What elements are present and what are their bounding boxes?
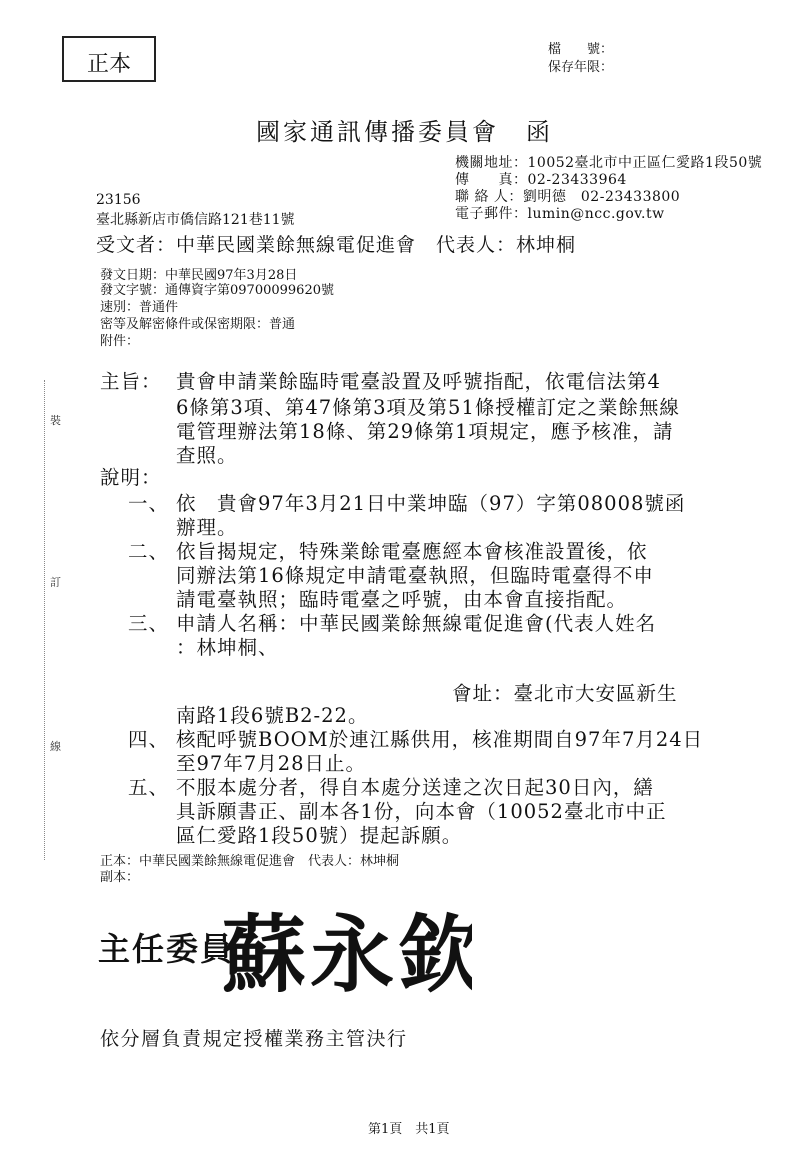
item-line: 具訴願書正、副本各1份，向本會（10052臺北市中正 xyxy=(176,800,667,823)
item-number: 二、 xyxy=(128,540,170,563)
item-line: 同辦法第16條規定申請電臺執照，但臨時電臺得不申 xyxy=(176,564,654,587)
item-line: 南路1段6號B2-22。 xyxy=(176,704,369,727)
signature-glyphs: 蘇永欽 xyxy=(222,905,472,1004)
item-line: ：林坤桐、 xyxy=(176,636,279,659)
item-number: 四、 xyxy=(128,728,170,751)
agency-address: 機關地址：10052臺北市中正區仁愛路1段50號 xyxy=(455,155,763,171)
item-line: 依旨揭規定，特殊業餘電臺應經本會核准設置後，依 xyxy=(176,540,648,563)
item-line: 申請人名稱：中華民國業餘無線電促進會(代表人姓名 xyxy=(176,612,657,635)
stamp-label: 正本 xyxy=(86,52,131,77)
document-number: 發文字號：通傳資字第09700099620號 xyxy=(100,283,334,298)
binding-mark: 訂 xyxy=(50,576,61,589)
recipient-line: 受文者：中華民國業餘無線電促進會 代表人：林坤桐 xyxy=(96,234,577,256)
cc-recipient: 副本： xyxy=(100,870,140,885)
item-line: 依 貴會97年3月21日中業坤臨（97）字第08008號函 xyxy=(176,492,686,515)
recipient-address: 臺北縣新店市僑信路121巷11號 xyxy=(96,212,295,228)
original-recipient: 正本：中華民國業餘無線電促進會 代表人：林坤桐 xyxy=(100,854,400,869)
subject-line: 貴會申請業餘臨時電臺設置及呼號指配，依電信法第4 xyxy=(176,370,661,393)
recipient-postcode: 23156 xyxy=(96,192,141,208)
item-number: 一、 xyxy=(128,492,170,515)
page-number: 第1頁 共1頁 xyxy=(368,1122,450,1137)
explanation-label: 說明： xyxy=(100,466,162,489)
item-number: 三、 xyxy=(128,612,170,635)
item-line: 區仁愛路1段50號）提起訴願。 xyxy=(176,824,463,847)
item-line: 不服本處分者，得自本處分送達之次日起30日內，繕 xyxy=(176,776,654,799)
agency-email: 電子郵件：lumin@ncc.gov.tw xyxy=(455,206,665,222)
binding-line xyxy=(44,380,46,860)
delegation-note: 依分層負責規定授權業務主管決行 xyxy=(100,1028,408,1050)
item-line: 核配呼號BOOM於連江縣供用，核准期間自97年7月24日 xyxy=(176,728,704,751)
document-title: 國家通訊傳播委員會 函 xyxy=(256,118,553,146)
original-copy-stamp xyxy=(62,36,156,82)
agency-contact: 聯 絡 人：劉明德 02-23433800 xyxy=(455,189,681,205)
agency-fax: 傳 真：02-23433964 xyxy=(455,172,627,188)
attachments: 附件： xyxy=(100,334,140,349)
subject-line: 查照。 xyxy=(176,444,238,467)
item-number: 五、 xyxy=(128,776,170,799)
subject-label: 主旨： xyxy=(100,370,162,393)
subject-line: 電管理辦法第18條、第29條第1項規定，應予核准，請 xyxy=(176,420,674,443)
item-line: 至97年7月28日止。 xyxy=(176,752,367,775)
item-line: 辦理。 xyxy=(176,516,238,539)
subject-line: 6條第3項、第47條第3項及第51條授權訂定之業餘無線 xyxy=(176,396,680,419)
item-line: 會址：臺北市大安區新生 xyxy=(452,682,678,705)
item-line: 請電臺執照；臨時電臺之呼號，由本會直接指配。 xyxy=(176,588,628,611)
binding-mark: 裝 xyxy=(50,414,61,427)
issue-date: 發文日期：中華民國97年3月28日 xyxy=(100,268,298,283)
secrecy-level: 密等及解密條件或保密期限：普通 xyxy=(100,317,296,332)
retention-period-label: 保存年限： xyxy=(548,60,614,75)
binding-mark: 線 xyxy=(50,740,61,753)
signatory-title: 主任委員 xyxy=(98,930,235,968)
delivery-speed: 速別：普通件 xyxy=(100,300,179,315)
file-number-label: 檔 號： xyxy=(548,42,614,57)
handwritten-signature xyxy=(222,896,472,1010)
